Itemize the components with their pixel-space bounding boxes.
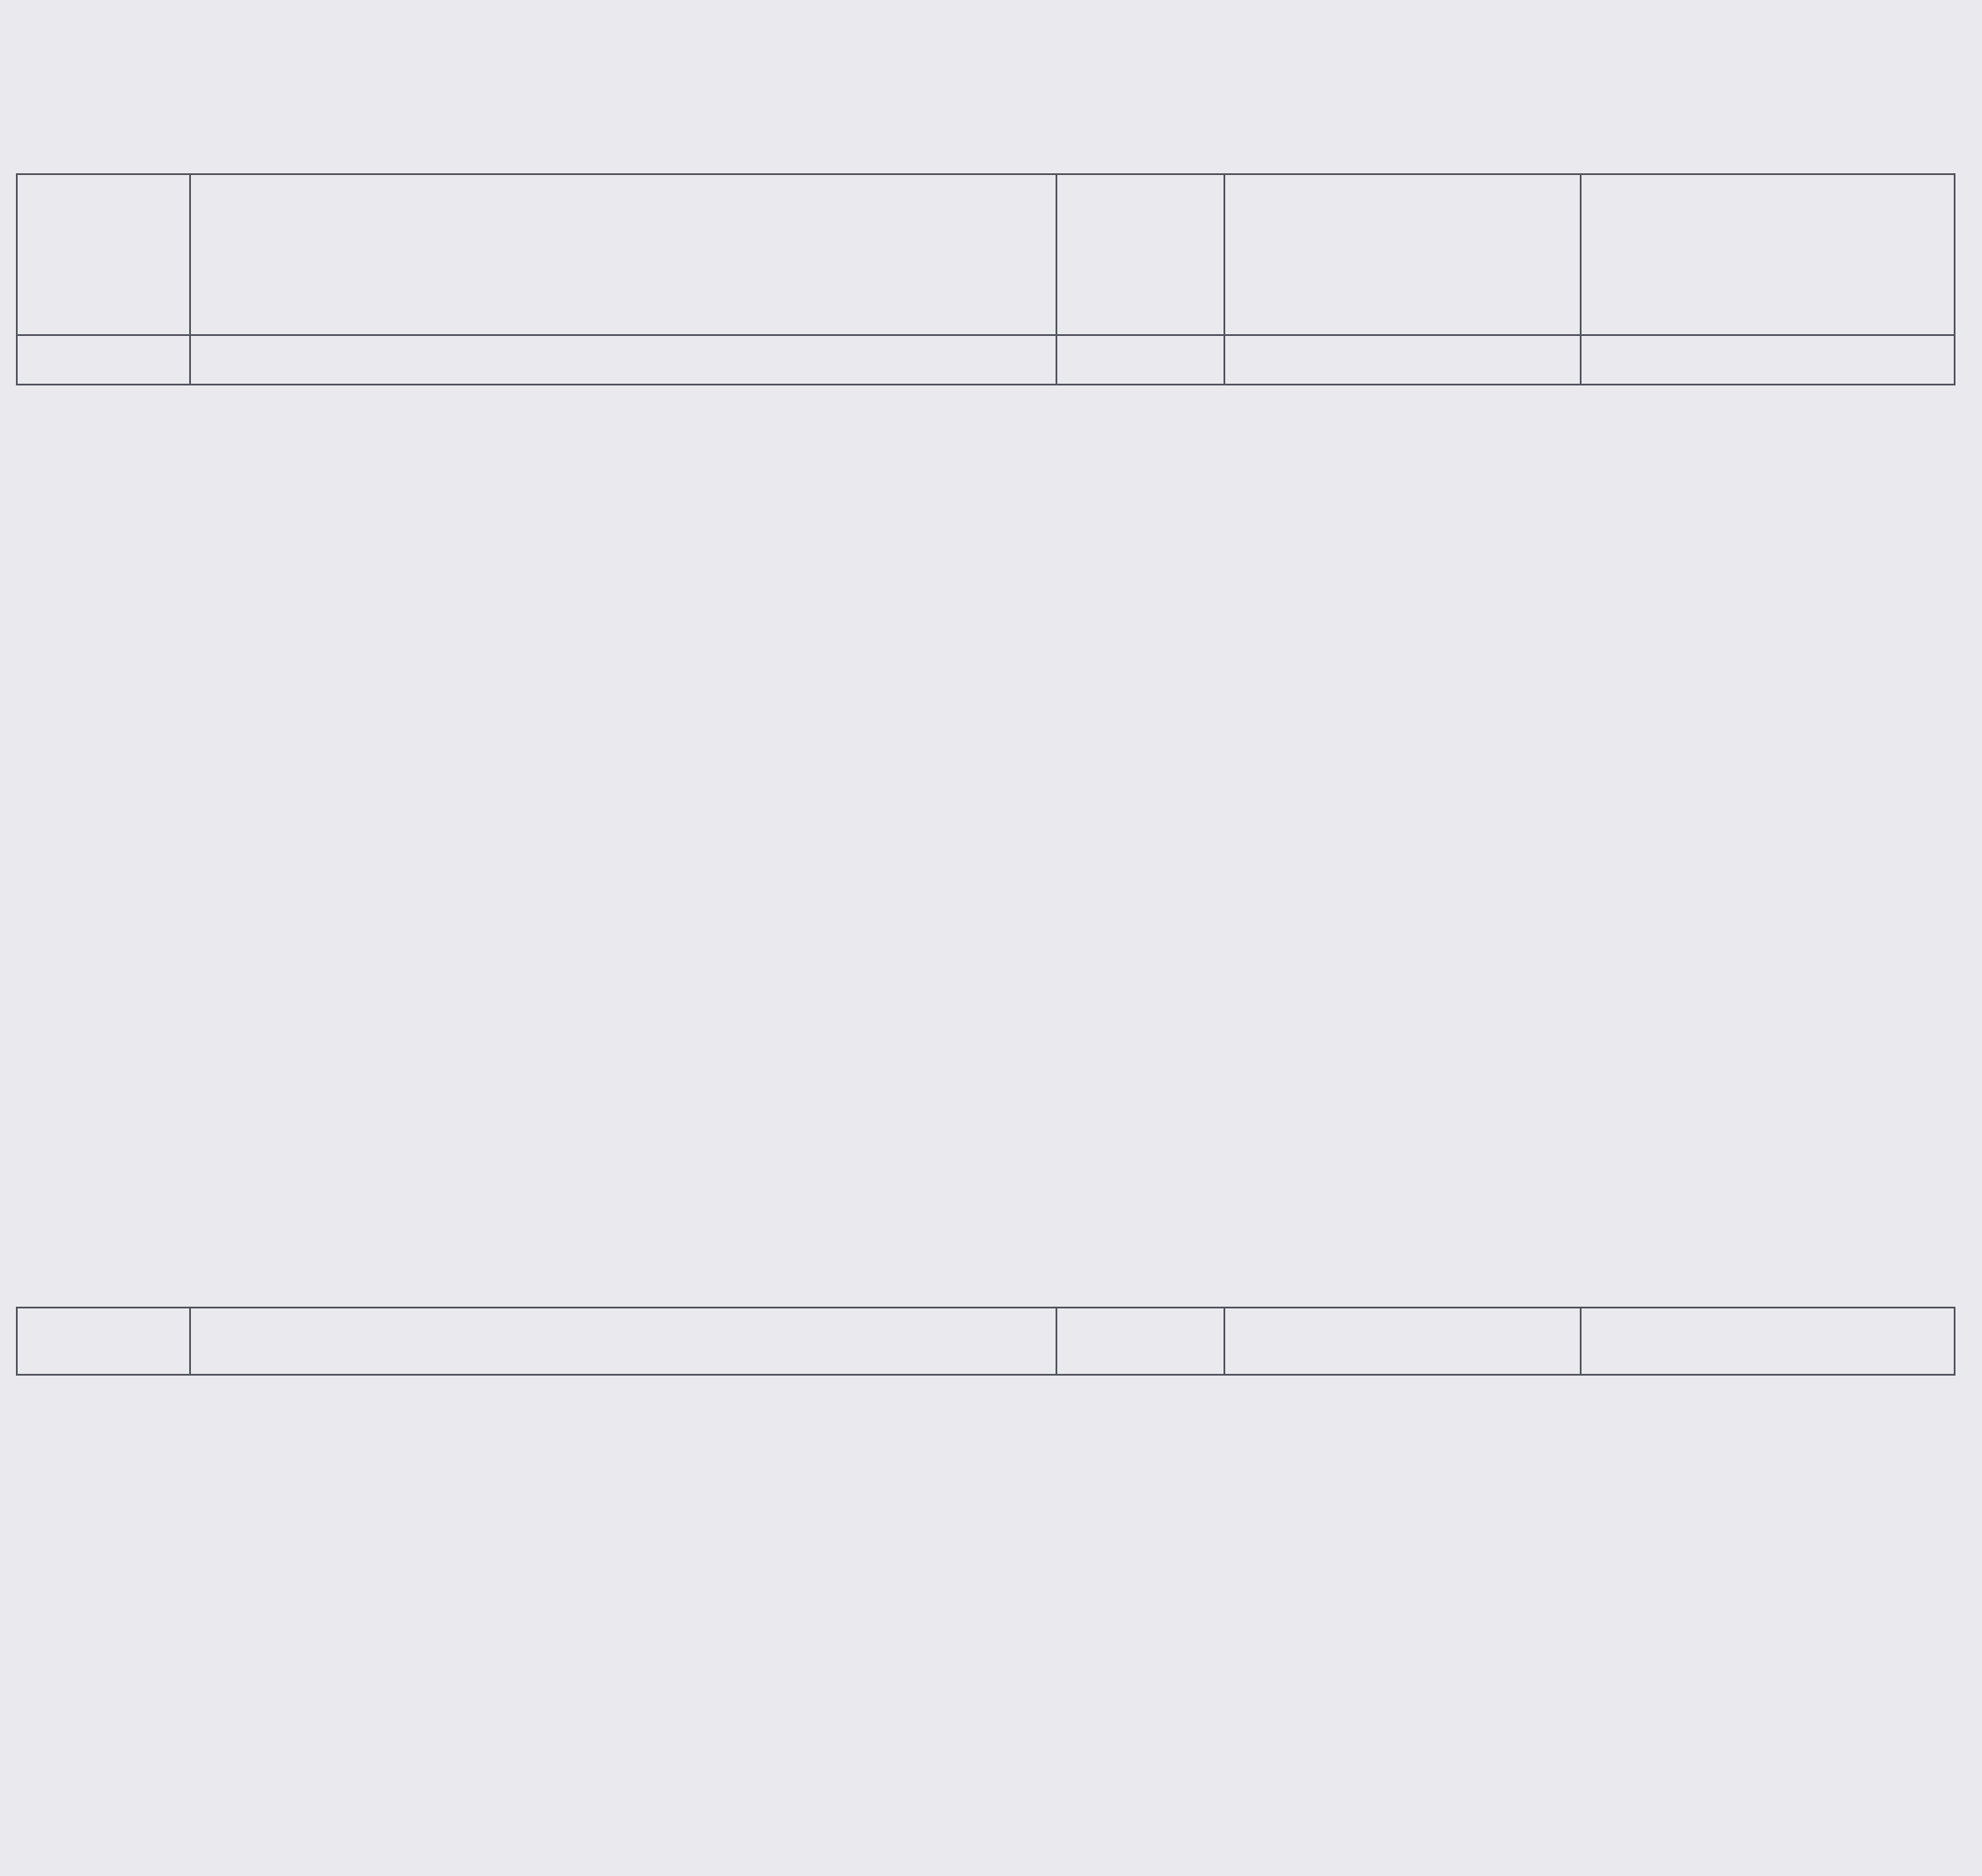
header-date (1056, 174, 1224, 335)
plan-table-mar (16, 1307, 1955, 1376)
month-row-march (17, 1308, 1955, 1375)
header-place (1224, 174, 1581, 335)
row-number (17, 335, 190, 385)
row-number (17, 1308, 190, 1375)
header-num (17, 174, 190, 335)
header-responsible (1581, 174, 1955, 335)
table-header-row (17, 174, 1955, 335)
month-label-march (190, 1308, 1056, 1375)
plan-table-jan-feb (16, 173, 1955, 385)
header-event (190, 174, 1056, 335)
month-row-january (17, 335, 1955, 385)
month-label-january (190, 335, 1056, 385)
